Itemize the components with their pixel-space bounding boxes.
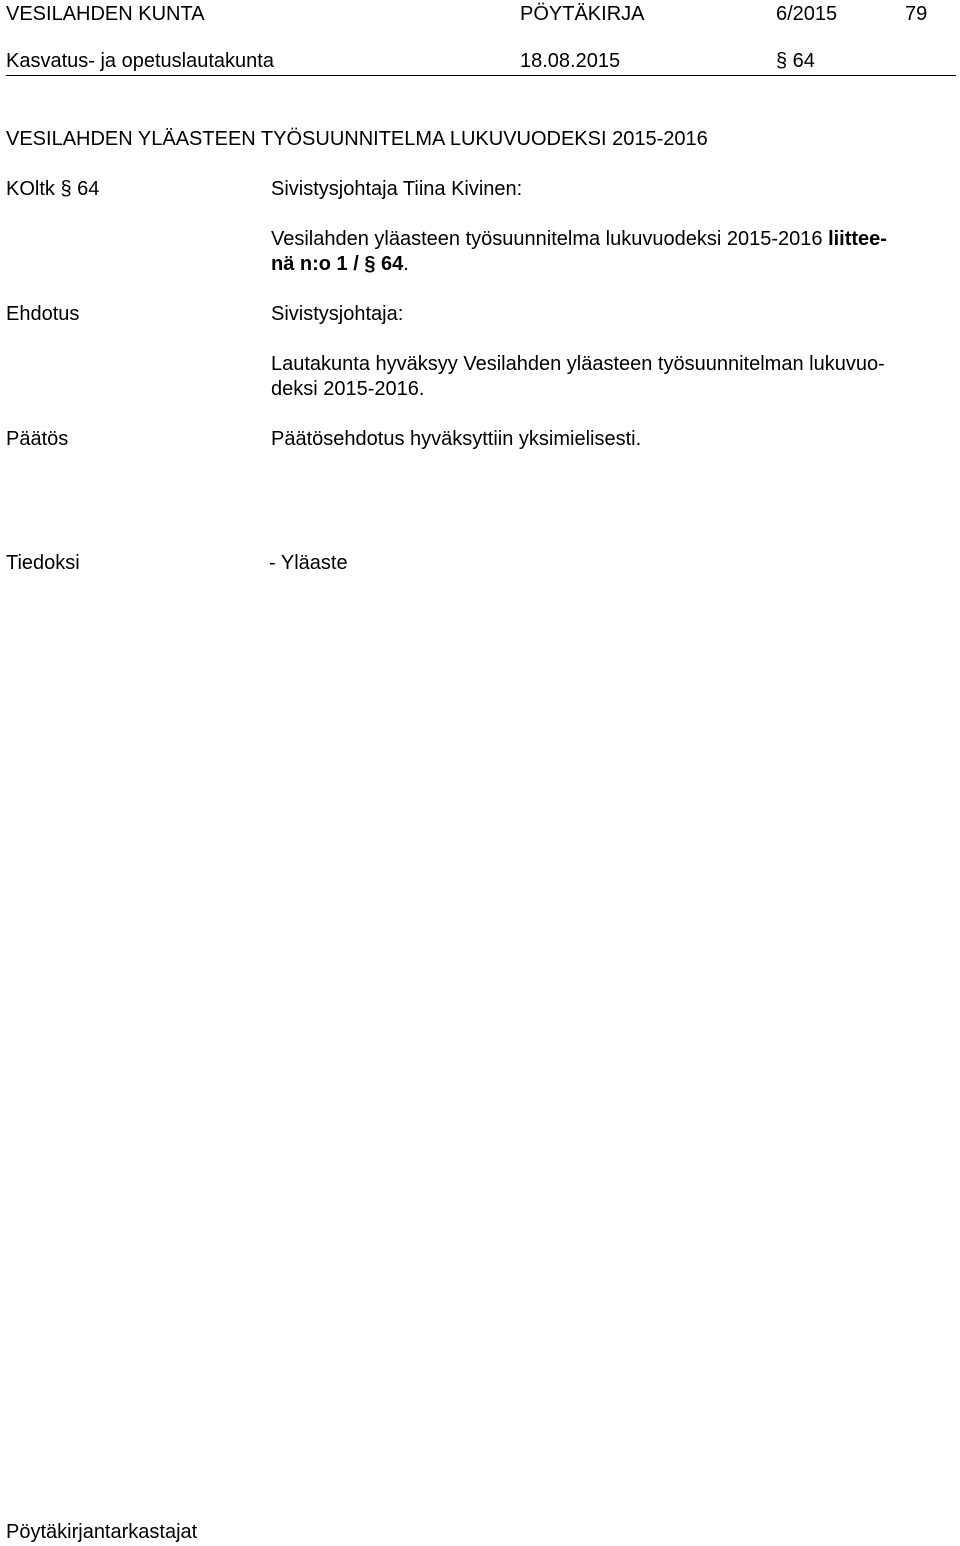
item-title: VESILAHDEN YLÄASTEEN TYÖSUUNNITELMA LUKUVUODEKSI 2015-2016 xyxy=(6,128,708,150)
board-name: Kasvatus- ja opetuslautakunta xyxy=(6,50,274,72)
municipality-name: VESILAHDEN KUNTA xyxy=(6,3,205,25)
page-number: 79 xyxy=(905,3,928,25)
item-body-text: Vesilahden yläasteen työsuunnitelma lukuvuodeksi 2015-2016 xyxy=(271,228,829,250)
item-reference: KOltk § 64 xyxy=(6,178,100,200)
item-presenter: Sivistysjohtaja Tiina Kivinen: xyxy=(271,178,523,200)
proposal-text-line-2: deksi 2015-2016. xyxy=(271,378,425,400)
issue-number: 6/2015 xyxy=(776,3,838,25)
proposal-label: Ehdotus xyxy=(6,303,80,325)
attachment-reference-end: nä n:o 1 / § 64 xyxy=(271,253,404,275)
section-number: § 64 xyxy=(776,50,815,72)
minutes-reviewers-label: Pöytäkirjantarkastajat xyxy=(6,1521,198,1543)
attachment-reference-start: liittee- xyxy=(828,228,887,250)
decision-text: Päätösehdotus hyväksyttiin yksimielisesti. xyxy=(271,428,642,450)
item-body-period: . xyxy=(403,253,409,275)
proposal-presenter: Sivistysjohtaja: xyxy=(271,303,404,325)
meeting-date: 18.08.2015 xyxy=(520,50,621,72)
document-type: PÖYTÄKIRJA xyxy=(520,3,645,25)
notice-label: Tiedoksi xyxy=(6,552,80,574)
item-body-line-1 xyxy=(271,227,887,252)
decision-label: Päätös xyxy=(6,428,69,450)
header-divider xyxy=(6,75,956,76)
item-body-line-2 xyxy=(271,252,409,277)
proposal-text-line-1: Lautakunta hyväksyy Vesilahden yläasteen työsuunnitelman lukuvuo- xyxy=(271,353,885,375)
notice-recipient: - Yläaste xyxy=(269,552,348,574)
